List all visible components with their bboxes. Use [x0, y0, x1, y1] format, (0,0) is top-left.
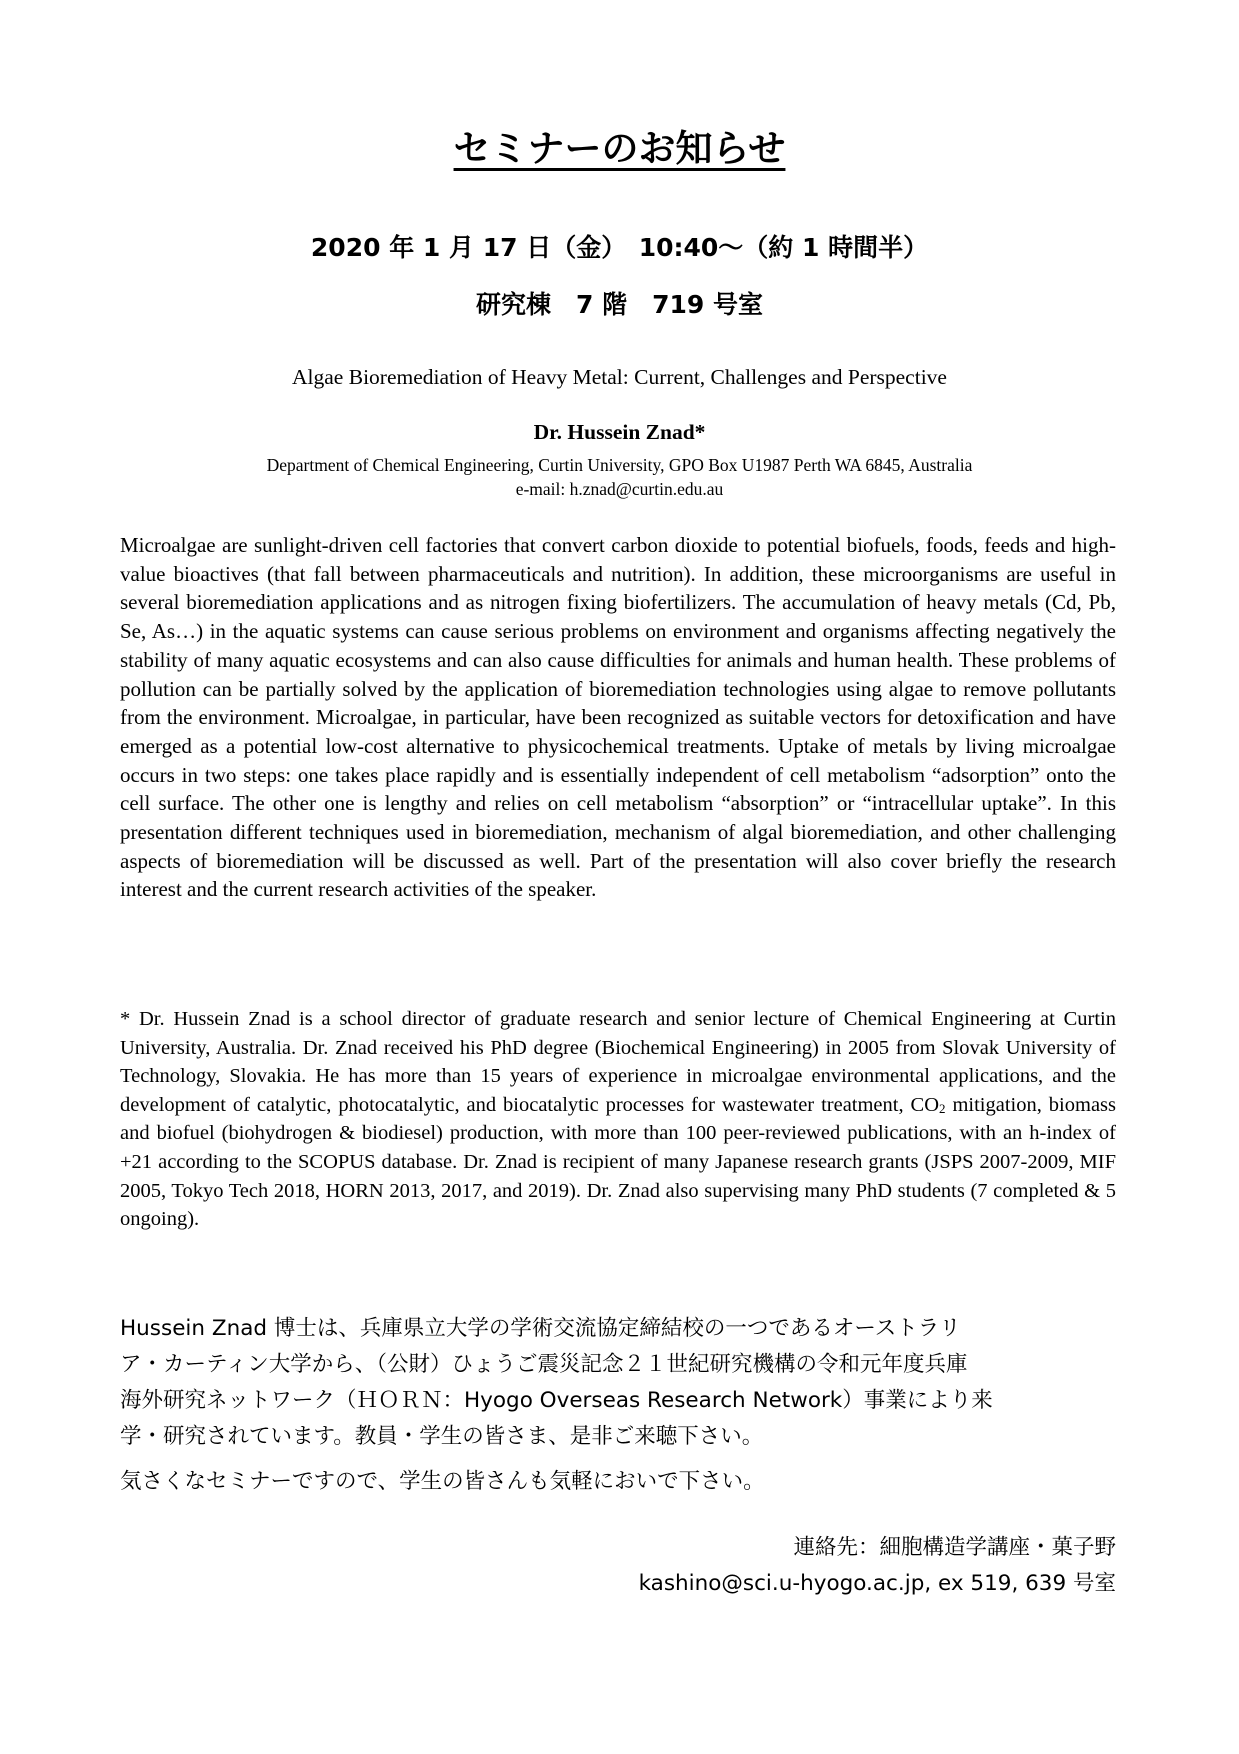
speaker-email: e-mail: h.znad@curtin.edu.au	[515, 479, 724, 499]
contact-email-room: kashino@sci.u-hyogo.ac.jp, ex 519, 639 号室	[638, 1571, 1116, 1596]
notice-title	[0, 118, 1239, 172]
talk-title: Algae Bioremediation of Heavy Metal: Current, Challenges and Perspective	[292, 365, 947, 389]
speaker-name: Dr. Hussein Znad*	[533, 420, 706, 444]
japanese-intro-line: 海外研究ネットワーク（ＨＯＲＮ：Hyogo Overseas Research Network）事業により来	[120, 1388, 993, 1413]
japanese-intro-line: 学・研究されています。教員・学生の皆さま、是非ご来聴下さい。	[120, 1424, 764, 1449]
japanese-intro-paragraph	[120, 1311, 1120, 1455]
speaker-affiliation: Department of Chemical Engineering, Curtin University, GPO Box U1987 Perth WA 6845, Australia	[266, 455, 973, 475]
contact-block	[639, 1530, 1116, 1602]
co2-base: CO	[910, 1093, 940, 1116]
japanese-intro-line: ア・カーティン大学から、（公財）ひょうご震災記念２１世紀研究機構の令和元年度兵庫	[120, 1352, 968, 1377]
contact-person: 連絡先：細胞構造学講座・菓子野	[793, 1535, 1116, 1560]
japanese-casual-note: 気さくなセミナーですので、学生の皆さんも気軽においで下さい。	[120, 1469, 765, 1494]
seminar-location: 研究棟 7 階 719 号室	[476, 290, 763, 319]
bio-text-part-2: mitigation, biomass and biofuel (biohydrogen & biodiesel) production, with more than 100 peer-reviewed publications, with an h-index of +21 according to the SCOPUS database. Dr. Znad is recipient of many Japanese research grants (JSPS 2007-2009, MIF 2005, Tokyo Tech 2018, HORN 2013, 2017, and 2019). Dr. Znad also supervising many PhD students (7 completed & 5 ongoing).	[120, 1093, 1116, 1231]
japanese-intro-line: Hussein Znad 博士は、兵庫県立大学の学術交流協定締結校の一つであるオーストラリ	[120, 1316, 961, 1341]
speaker-bio-paragraph	[120, 1005, 1116, 1234]
seminar-datetime: 2020 年 1 月 17 日（金） 10:40～（約 1 時間半）	[310, 233, 929, 262]
co2-subscript: 2	[939, 1100, 946, 1116]
bio-text-part-1: * Dr. Hussein Znad is a school director of graduate research and senior lecture of Chemical Engineering at Curtin University, Australia. Dr. Znad received his PhD degree (Biochemical Engineering) in 2005 from Slovak University of Technology, Slovakia. He has more than 15 years of experience in microalgae environmental applications, and the development of catalytic, photocatalytic, and biocatalytic processes for wastewater treatment,	[120, 1008, 1116, 1116]
notice-title-text: セミナーのお知らせ	[453, 127, 786, 170]
co2-formula	[911, 1094, 946, 1116]
abstract-paragraph: Microalgae are sunlight-driven cell factories that convert carbon dioxide to potential biofuels, foods, feeds and high-value bioactives (that fall between pharmaceuticals and nutrition). In addition, these microorganisms are useful in several bioremediation applications and as nitrogen fixing biofertilizers. The accumulation of heavy metals (Cd, Pb, Se, As…) in the aquatic systems can cause serious problems on environment and organisms affecting negatively the stability of many aquatic ecosystems and can also cause difficulties for animals and human health. These problems of pollution can be partially solved by the application of bioremediation technologies using algae to remove pollutants from the environment. Microalgae, in particular, have been recognized as suitable vectors for detoxification and have emerged as a potential low-cost alternative to physicochemical treatments. Uptake of metals by living microalgae occurs in two steps: one takes place rapidly and is essentially independent of cell metabolism “adsorption” onto the cell surface. The other one is lengthy and relies on cell metabolism “absorption” or “intracellular uptake”. In this presentation different techniques used in bioremediation, mechanism of algal bioremediation, and other challenging aspects of bioremediation will be discussed as well. Part of the presentation will also cover briefly the research interest and the current research activities of the speaker.	[120, 533, 1116, 902]
